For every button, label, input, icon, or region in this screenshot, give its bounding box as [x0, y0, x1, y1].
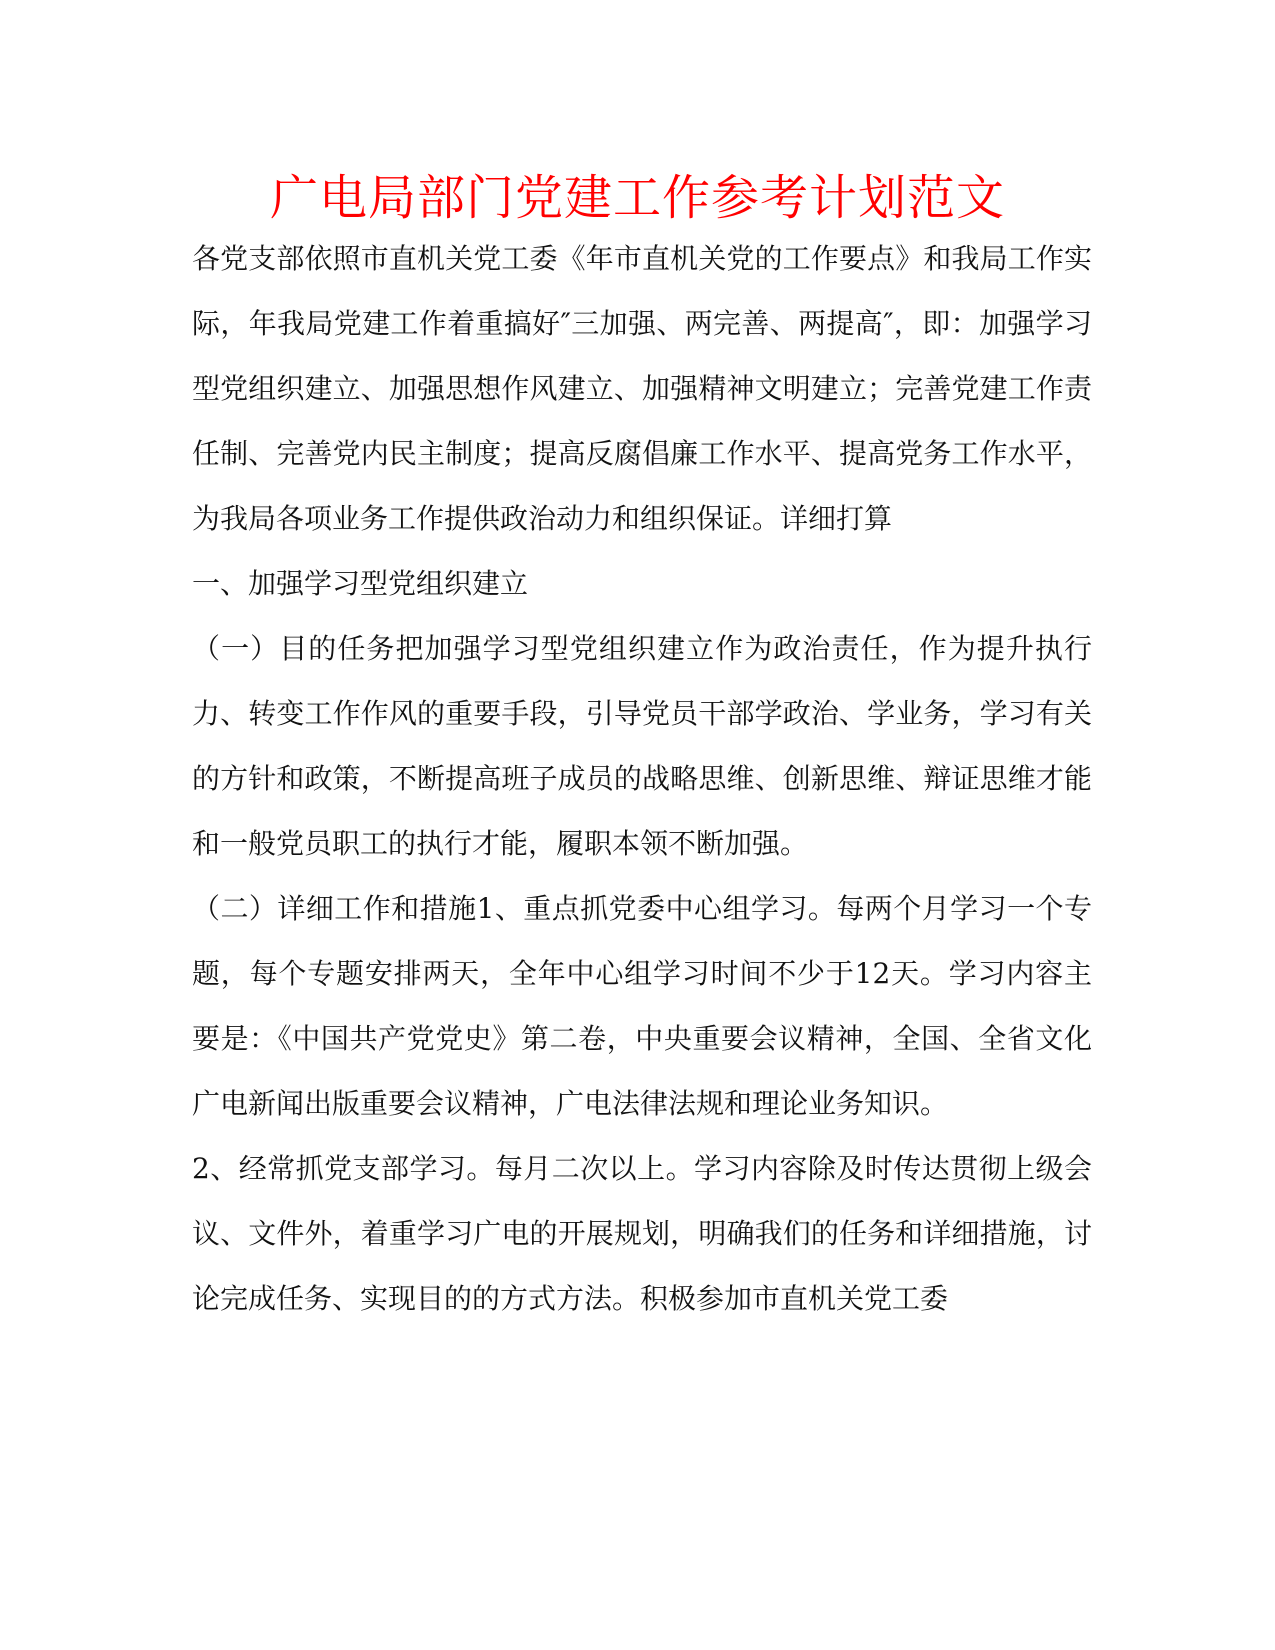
paragraph-intro: 各党支部依照市直机关党工委《年市直机关党的工作要点》和我局工作实际，年我局党建工作着重搞好″三加强、两完善、两提高″，即：加强学习型党组织建立、加强思想作风建立、加强精神文明建立；完善党建工作责任制、完善党内民主制度；提高反腐倡廉工作水平、提高党务工作水平，为我局各项业务工作提供政治动力和组织保证。详细打算	[192, 242, 1092, 535]
section-heading-1: 一、加强学习型党组织建立	[192, 567, 529, 600]
paragraph-goals: （一）目的任务把加强学习型党组织建立作为政治责任，作为提升执行力、转变工作作风的重要手段，引导党员干部学政治、学业务，学习有关的方针和政策，不断提高班子成员的战略思维、创新思维、辩证思维才能和一般党员职工的执行才能，履职本领不断加强。	[192, 632, 1092, 860]
document-title: 广电局部门党建工作参考计划范文	[269, 170, 1005, 226]
paragraph-measures: （二）详细工作和措施1、重点抓党委中心组学习。每两个月学习一个专题，每个专题安排两天，全年中心组学习时间不少于12天。学习内容主要是：《中国共产党党史》第二卷，中央重要会议精神，全国、全省文化广电新闻出版重要会议精神，广电法律法规和理论业务知识。	[192, 892, 1092, 1120]
document-body	[192, 226, 1092, 1331]
paragraph-branch-study: 2、经常抓党支部学习。每月二次以上。学习内容除及时传达贯彻上级会议、文件外，着重学习广电的开展规划，明确我们的任务和详细措施，讨论完成任务、实现目的的方式方法。积极参加市直机关党工委	[192, 1152, 1092, 1315]
